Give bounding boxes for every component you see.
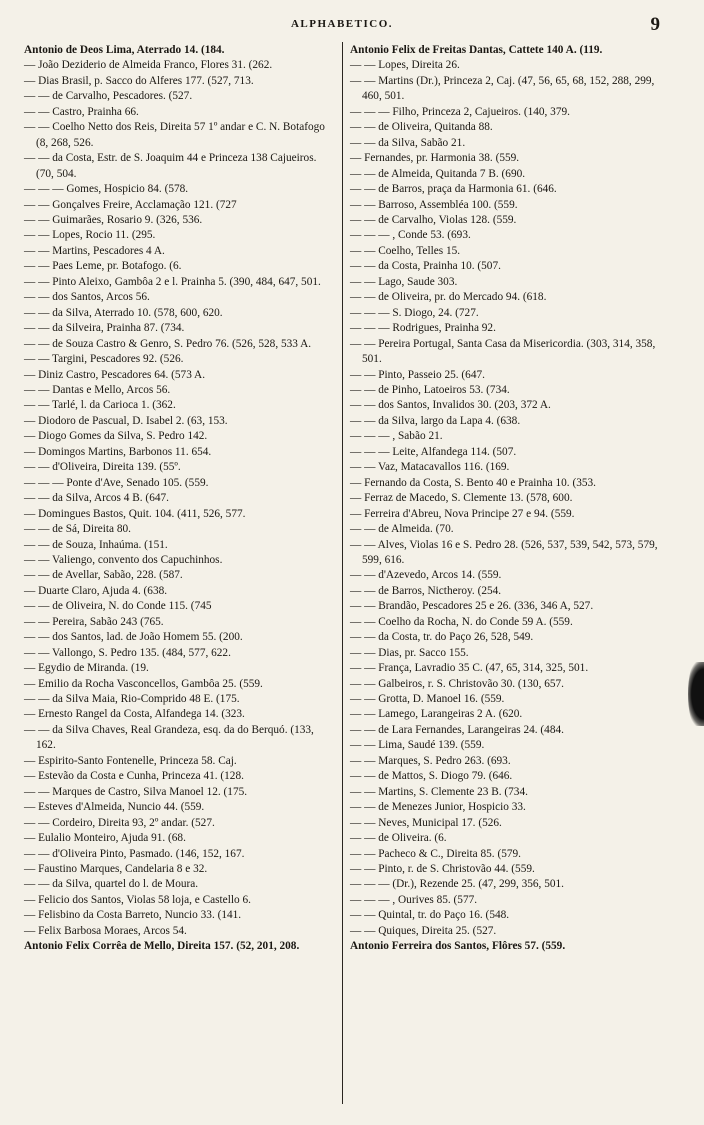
directory-entry: — — Pinto, r. de S. Christovão 44. (559.: [350, 863, 535, 876]
directory-entry: — — Coelho da Rocha, N. do Conde 59 A. (559.: [350, 615, 573, 628]
directory-entry: — — de Souza, Inhaúma. (151.: [24, 538, 168, 551]
directory-entry: — — de Oliveira, Quitanda 88.: [350, 121, 493, 134]
directory-entry: — — da Silva, largo da Lapa 4. (638.: [350, 414, 521, 427]
directory-entry: — Domingues Bastos, Quit. 104. (411, 526, 577.: [24, 507, 246, 520]
directory-entry: — — Pereira, Sabão 243 (765.: [24, 615, 164, 628]
directory-entry: — — Vallongo, S. Pedro 135. (484, 577, 622.: [24, 646, 231, 659]
directory-entry: — — da Costa, tr. do Paço 26, 528, 549.: [350, 631, 534, 644]
directory-entry: — Fernandes, pr. Harmonia 38. (559.: [350, 152, 520, 165]
directory-entry: — — de Oliveira, pr. do Mercado 94. (618.: [350, 291, 547, 304]
directory-entry: — — de Avellar, Sabão, 228. (587.: [24, 569, 183, 582]
directory-entry: — — da Costa, Prainha 10. (507.: [350, 260, 501, 273]
directory-entry: Antonio de Deos Lima, Aterrado 14. (184.: [24, 44, 225, 56]
directory-entry: — — Galbeiros, r. S. Christovão 30. (130, 657.: [350, 677, 565, 690]
directory-entry: — Felisbino da Costa Barreto, Nuncio 33. (141.: [24, 909, 242, 922]
directory-entry: — — da Silveira, Prainha 87. (734.: [24, 322, 185, 335]
directory-entry: — Fernando da Costa, S. Bento 40 e Prainha 10. (353.: [350, 476, 596, 489]
directory-entry: — — — (Dr.), Rezende 25. (47, 299, 356, 501.: [350, 878, 564, 891]
directory-entry: — — Lamego, Larangeiras 2 A. (620.: [350, 708, 523, 721]
directory-entry: — — Lago, Saude 303.: [350, 275, 458, 288]
directory-entry: — — Gonçalves Freire, Acclamação 121. (727: [24, 198, 237, 211]
directory-entry: — — — S. Diogo, 24. (727.: [350, 306, 479, 319]
directory-entry: — — Castro, Prainha 66.: [24, 105, 139, 118]
directory-entry: — — d'Oliveira, Direita 139. (55º.: [24, 461, 181, 474]
left-column: [24, 43, 334, 955]
directory-entry: — — dos Santos, Invalidos 30. (203, 372 A.: [350, 399, 551, 412]
directory-entry: — — dos Santos, Arcos 56.: [24, 291, 150, 304]
directory-entry: — — Grotta, D. Manoel 16. (559.: [350, 693, 505, 706]
directory-entry: — Egydio de Miranda. (19.: [24, 662, 149, 675]
directory-entry: Antonio Felix de Freitas Dantas, Cattete 140 A. (119.: [350, 44, 603, 56]
directory-entry: — — França, Lavradio 35 C. (47, 65, 314, 325, 501.: [350, 662, 589, 675]
directory-entry: — — Marques, S. Pedro 263. (693.: [350, 754, 511, 767]
directory-entry: — — Paes Leme, pr. Botafogo. (6.: [24, 260, 182, 273]
directory-entry: — — — Leite, Alfandega 114. (507.: [350, 445, 517, 458]
page-number: 9: [650, 14, 660, 35]
directory-entry: — — de Sá, Direita 80.: [24, 523, 131, 536]
directory-entry: — — de Barros, Nictheroy. (254.: [350, 584, 502, 597]
directory-entry: — — da Silva Maia, Rio-Comprido 48 E. (175.: [24, 693, 240, 706]
directory-entry: — — Martins, Pescadores 4 A.: [24, 244, 165, 257]
directory-entry: — — de Oliveira. (6.: [350, 832, 447, 845]
directory-entry: — — Martins, S. Clemente 23 B. (734.: [350, 785, 528, 798]
directory-entry: — — Valiengo, convento dos Capuchinhos.: [24, 553, 223, 566]
directory-entry: — — de Barros, praça da Harmonia 61. (646.: [350, 183, 557, 196]
directory-entry: — — de Pinho, Latoeiros 53. (734.: [350, 383, 510, 396]
directory-entry: — — Coelho, Telles 15.: [350, 244, 461, 257]
directory-entry: — — Guimarães, Rosario 9. (326, 536.: [24, 213, 203, 226]
column-divider: [342, 42, 343, 1104]
directory-entry: — Esteves d'Almeida, Nuncio 44. (559.: [24, 801, 205, 814]
directory-entry: — — Pinto Aleixo, Gambôa 2 e l. Prainha 5. (390, 484, 647, 501.: [24, 275, 321, 288]
running-title: ALPHABETICO.: [290, 18, 394, 30]
directory-entry: — — Pacheco & C., Direita 85. (579.: [350, 847, 521, 860]
directory-entry: — Felicio dos Santos, Violas 58 loja, e Castello 6.: [24, 893, 251, 906]
directory-entry: — — — , Sabão 21.: [350, 430, 443, 443]
directory-entry: — Diniz Castro, Pescadores 64. (573 A.: [24, 368, 206, 381]
directory-entry: — — de Souza Castro & Genro, S. Pedro 76. (526, 528, 533 A.: [24, 337, 312, 350]
directory-entry: — — dos Santos, lad. de João Homem 55. (200.: [24, 631, 243, 644]
directory-entry: — — de Oliveira, N. do Conde 115. (745: [24, 600, 212, 613]
directory-entry: — — da Silva Chaves, Real Grandeza, esq. da do Berquó. (133, 162.: [24, 723, 314, 752]
directory-entry: — — de Almeida. (70.: [350, 523, 454, 536]
directory-entry: — — Coelho Netto dos Reis, Direita 57 1º andar e C. N. Botafogo (8, 268, 526.: [24, 121, 325, 149]
directory-entry: — — d'Azevedo, Arcos 14. (559.: [350, 569, 502, 582]
directory-entry: — — — Gomes, Hospicio 84. (578.: [24, 183, 189, 196]
directory-entry: — — da Silva, Sabão 21.: [350, 136, 466, 149]
directory-entry: — — Lima, Saudé 139. (559.: [350, 739, 485, 752]
directory-entry: — — Marques de Castro, Silva Manoel 12. (175.: [24, 785, 248, 798]
ink-smudge: [688, 662, 704, 726]
directory-entry: — Estevão da Costa e Cunha, Princeza 41. (128.: [24, 770, 244, 783]
directory-entry: — — Alves, Violas 16 e S. Pedro 28. (526, 537, 539, 542, 573, 579, 599, 616.: [350, 538, 658, 566]
directory-entry: — — — Filho, Princeza 2, Cajueiros. (140, 379.: [350, 105, 570, 118]
directory-entry: — — Dantas e Mello, Arcos 56.: [24, 383, 171, 396]
directory-entry: — João Deziderio de Almeida Franco, Flores 31. (262.: [24, 59, 273, 72]
directory-entry: — — de Lara Fernandes, Larangeiras 24. (484.: [350, 723, 564, 736]
directory-entry: — — Martins (Dr.), Princeza 2, Caj. (47, 56, 65, 68, 152, 288, 299, 460, 501.: [350, 74, 655, 103]
directory-entry: — Ferraz de Macedo, S. Clemente 13. (578, 600.: [350, 492, 573, 505]
directory-entry: — — Quiques, Direita 25. (527.: [350, 924, 497, 937]
directory-entry: — — de Carvalho, Violas 128. (559.: [350, 213, 517, 226]
directory-entry: — — Pereira Portugal, Santa Casa da Misericordia. (303, 314, 358, 501.: [350, 337, 656, 366]
directory-entry: — Diodoro de Pascual, D. Isabel 2. (63, 153.: [24, 414, 228, 427]
directory-entry: — Faustino Marques, Candelaria 8 e 32.: [24, 863, 208, 876]
directory-entry: — — Brandão, Pescadores 25 e 26. (336, 346 A, 527.: [350, 600, 594, 613]
directory-entry: — Ernesto Rangel da Costa, Alfandega 14. (323.: [24, 708, 245, 721]
directory-entry: — — da Silva, quartel do l. de Moura.: [24, 878, 199, 891]
directory-entry: — Espirito-Santo Fontenelle, Princeza 58. Caj.: [24, 754, 237, 767]
directory-entry: — — Targini, Pescadores 92. (526.: [24, 353, 184, 366]
directory-entry: — — Vaz, Matacavallos 116. (169.: [350, 461, 510, 474]
directory-entry: — — Dias, pr. Sacco 155.: [350, 646, 469, 659]
directory-entry: — Eulalio Monteiro, Ajuda 91. (68.: [24, 832, 186, 845]
directory-entry: — Dias Brasil, p. Sacco do Alferes 177. (527, 713.: [24, 74, 254, 87]
directory-entry: — Emilio da Rocha Vasconcellos, Gambôa 25. (559.: [24, 677, 263, 690]
directory-entry: — — — Ponte d'Ave, Senado 105. (559.: [24, 476, 209, 489]
directory-entry: — — da Silva, Arcos 4 B. (647.: [24, 492, 169, 505]
directory-entry: — — — , Conde 53. (693.: [350, 229, 471, 242]
directory-entry: — Ferreira d'Abreu, Nova Principe 27 e 94. (559.: [350, 507, 575, 520]
directory-entry: — Domingos Martins, Barbonos 11. 654.: [24, 445, 212, 458]
directory-entry: — — Barroso, Assembléa 100. (559.: [350, 198, 518, 211]
directory-entry: — — de Carvalho, Pescadores. (527.: [24, 90, 193, 103]
directory-entry: — — da Silva, Aterrado 10. (578, 600, 620.: [24, 306, 223, 319]
directory-entry: — — da Costa, Estr. de S. Joaquim 44 e Princeza 138 Cajueiros. (70, 504.: [24, 152, 317, 180]
directory-entry: — Diogo Gomes da Silva, S. Pedro 142.: [24, 430, 208, 443]
directory-entry: — — Cordeiro, Direita 93, 2º andar. (527.: [24, 816, 215, 829]
directory-entry: — — de Menezes Junior, Hospicio 33.: [350, 801, 526, 814]
directory-entry: — — Quintal, tr. do Paço 16. (548.: [350, 909, 510, 922]
directory-entry: — — — , Ourives 85. (577.: [350, 893, 478, 906]
directory-entry: — Duarte Claro, Ajuda 4. (638.: [24, 584, 168, 597]
right-column: [350, 43, 668, 955]
directory-entry: — — Neves, Municipal 17. (526.: [350, 816, 502, 829]
directory-entry: — — Tarlé, l. da Carioca 1. (362.: [24, 399, 176, 412]
directory-entry: — — Lopes, Direita 26.: [350, 59, 460, 72]
directory-entry: — — de Mattos, S. Diogo 79. (646.: [350, 770, 513, 783]
directory-entry: — — Lopes, Rocio 11. (295.: [24, 229, 156, 242]
page-header: [24, 14, 660, 38]
directory-entry: — — d'Oliveira Pinto, Pasmado. (146, 152, 167.: [24, 847, 245, 860]
directory-entry: — — de Almeida, Quitanda 7 B. (690.: [350, 167, 526, 180]
directory-entry: — Felix Barbosa Moraes, Arcos 54.: [24, 924, 187, 937]
directory-entry: Antonio Ferreira dos Santos, Flôres 57. (559.: [350, 940, 566, 953]
directory-entry: Antonio Felix Corrêa de Mello, Direita 157. (52, 201, 208.: [24, 940, 300, 953]
directory-entry: — — — Rodrigues, Prainha 92.: [350, 322, 496, 335]
directory-entry: — — Pinto, Passeio 25. (647.: [350, 368, 485, 381]
